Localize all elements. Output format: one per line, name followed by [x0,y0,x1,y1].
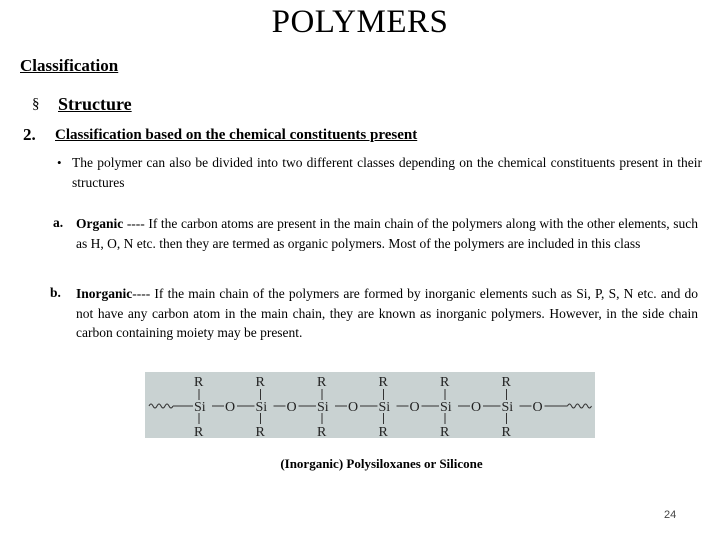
class-b-text: ---- If the main chain of the polymers are formed by inorganic elements such as Si, P, S, N etc. and do not have any carbon atom in the main chain, they are known as inorganic polymers. However, in the side chain carbon containing moiety may be present. [76,286,698,340]
backbone-atom-label: Si [317,400,329,415]
slide-title: POLYMERS [271,4,449,40]
class-a-label: a. [53,215,64,230]
bullet-paragraph: The polymer can also be divided into two different classes depending on the chemical constituents present in their structures [72,155,702,190]
substituent-bottom-label: R [501,425,511,438]
chain-end-wave-left [149,404,173,408]
class-b-paragraph [76,284,698,343]
class-a-term: Organic [76,216,124,231]
item-heading: Classification based on the chemical constituents present [55,127,418,143]
backbone-atom-label: Si [378,400,391,415]
polysiloxane-structure-diagram [145,372,595,438]
substituent-top-label: R [440,375,450,390]
substituent-top-label: R [255,375,265,390]
substituent-top-label: R [194,375,204,390]
bridge-atom-label: O [348,400,359,415]
backbone-atom-label: Si [194,400,206,415]
class-b-label: b. [50,285,61,300]
substituent-bottom-label: R [440,425,450,438]
page-number: 24 [664,509,677,521]
bridge-atom-label: O [286,400,297,415]
section-heading: Classification [20,56,119,75]
backbone-atom-label: Si [501,400,514,415]
chain-end-wave-right [568,404,592,408]
substituent-bottom-label: R [194,425,204,438]
substituent-bottom-label: R [317,425,327,438]
bridge-atom-label: O [409,400,420,415]
bridge-atom-label: O [225,400,236,415]
polysiloxane-structure-figure [145,372,595,438]
class-a-paragraph [76,214,698,253]
bridge-atom-label: O [471,400,482,415]
substituent-bottom-label: R [378,425,388,438]
item-number: 2. [23,125,36,144]
bridge-atom-label: O [532,400,543,415]
substituent-top-label: R [501,375,511,390]
figure-caption: (Inorganic) Polysiloxanes or Silicone [280,456,483,471]
class-b-term: Inorganic [76,286,133,301]
substituent-bottom-label: R [255,425,265,438]
substituent-top-label: R [378,375,388,390]
class-a-text: ---- If the carbon atoms are present in the main chain of the polymers along with the other elements, such as H, O, N etc. then they are termed as organic polymers. Most of the polymers are included in this class [76,216,698,251]
square-bullet-icon: § [32,96,40,112]
backbone-atom-label: Si [440,400,452,415]
substituent-top-label: R [317,375,327,390]
bullet-icon: • [57,155,62,170]
subsection-heading: Structure [58,94,132,114]
backbone-atom-label: Si [255,400,268,415]
